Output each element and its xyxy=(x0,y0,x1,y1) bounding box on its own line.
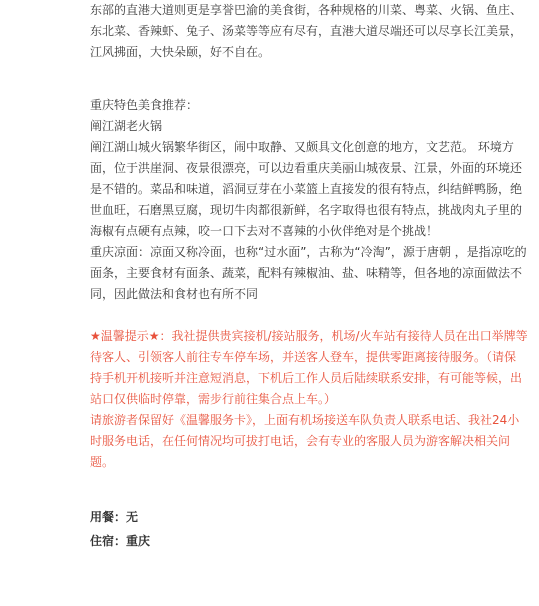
warm-notice xyxy=(90,326,530,473)
notice-line: 待客人、引领客人前往专车停车场，并送客人登车，提供零距离接待服务。（请保 xyxy=(90,350,517,364)
text-line: 江风拂面，大快朵颐，好不自在。 xyxy=(90,45,271,59)
text-line: 重庆凉面：凉面又称冷面，也称“过水面”，古称为“冷淘”，源于唐朝 ，是指凉吃的 xyxy=(90,245,527,259)
text-line: 面，位于洪崖洞、夜景很漂亮，可以边看重庆美丽山城夜景、江景，外面的环境还 xyxy=(90,161,523,175)
trip-meta xyxy=(90,505,530,553)
food-heading: 重庆特色美食推荐： xyxy=(90,98,199,112)
food-section xyxy=(90,95,530,305)
text-line: 面条，主要食材有面条、蔬菜，配料有辣椒油、盐、味精等，但各地的凉面做法不 xyxy=(90,266,523,280)
notice-line: 请旅游者保留好《温馨服务卡》，上面有机场接送车队负责人联系电话、我社24小 xyxy=(90,413,520,427)
restaurant-name: 阐江湖老火锅 xyxy=(90,119,163,133)
notice-line: 题。 xyxy=(90,455,115,469)
itinerary-content xyxy=(90,0,530,553)
notice-line: 持手机开机接听并注意短消息，下机后工作人员后陆续联系安排，有可能等候，出 xyxy=(90,371,523,385)
notice-line: ★温馨提示★：我社提供贵宾接机/接站服务，机场/火车站有接待人员在出口举牌等 xyxy=(90,329,528,343)
text-line: 同，因此做法和食材也有所不同 xyxy=(90,287,259,301)
meals-label: 用餐：无 xyxy=(90,510,139,524)
text-line: 东部的直港大道则更是享誉巴渝的美食街，各种规格的川菜、粤菜、火锅、鱼庄、 xyxy=(90,3,523,17)
notice-line: 时服务电话，在任何情况均可拔打电话，会有专业的客服人员为游客解决相关问 xyxy=(90,434,511,448)
text-line: 海椒有点硬有点辣，咬一口下去对不喜辣的小伙伴绝对是个挑战！ xyxy=(90,224,439,238)
text-line: 世血旺，石磨黑豆腐，现切牛肉都很新鲜，名字取得也很有特点，挑战肉丸子里的 xyxy=(90,203,523,217)
text-line: 阐江湖山城火锅繁华街区，闹中取静、又颇具文化创意的地方，文艺范。 环境方 xyxy=(90,140,514,154)
lodging-label: 住宿：重庆 xyxy=(90,534,151,548)
intro-paragraph xyxy=(90,0,530,63)
notice-line: 站口仅供临时停靠，需步行前往集合点上车。） xyxy=(90,392,337,406)
text-line: 是不错的。菜品和味道，滔洞豆芽在小菜篮上直接发的很有特点，纠结鲜鸭肠，绝 xyxy=(90,182,523,196)
text-line: 东北菜、香辣虾、兔子、汤菜等等应有尽有，直港大道尽端还可以尽享长江美景， xyxy=(90,24,523,38)
